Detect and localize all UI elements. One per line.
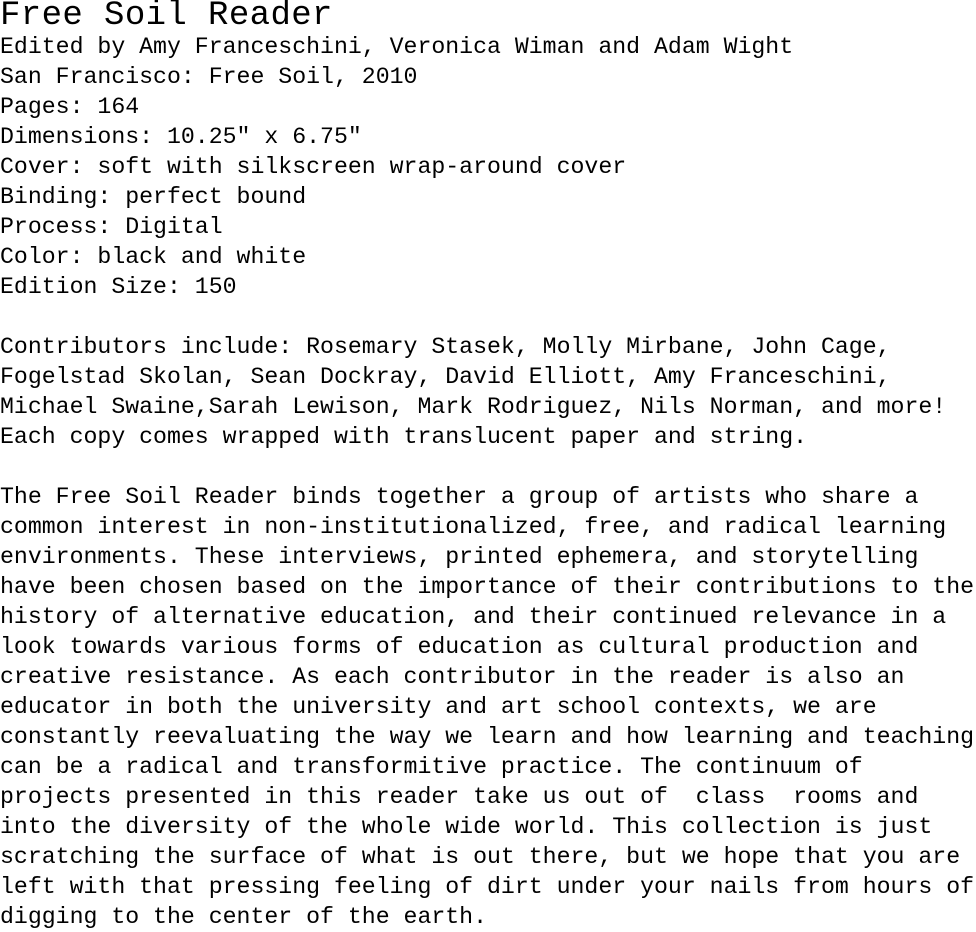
page-title: Free Soil Reader — [0, 0, 333, 35]
description-line: history of alternative education, and their continued relevance in a — [0, 604, 947, 630]
detail-edition-size: Edition Size: 150 — [0, 274, 237, 300]
detail-binding: Binding: perfect bound — [0, 184, 307, 210]
contributors-line: Fogelstad Skolan, Sean Dockray, David Elliott, Amy Franceschini, — [0, 364, 891, 390]
detail-pages: Pages: 164 — [0, 94, 140, 120]
description-line: educator in both the university and art school contexts, we are — [0, 694, 877, 720]
description-line: constantly reevaluating the way we learn and how learning and teaching — [0, 724, 975, 750]
description-line: left with that pressing feeling of dirt under your nails from hours of — [0, 874, 975, 900]
description-paragraph — [0, 482, 976, 932]
detail-cover: Cover: soft with silkscreen wrap-around cover — [0, 154, 627, 180]
description-line: can be a radical and transformitive practice. The continuum of — [0, 754, 863, 780]
blank-spacer — [0, 302, 976, 332]
contributors-line: Michael Swaine,Sarah Lewison, Mark Rodriguez, Nils Norman, and more! — [0, 394, 947, 420]
detail-process: Process: Digital — [0, 214, 223, 240]
description-line: projects presented in this reader take us out of class rooms and — [0, 784, 919, 810]
contributors-line: Contributors include: Rosemary Stasek, Molly Mirbane, John Cage, — [0, 334, 891, 360]
blank-spacer — [0, 452, 976, 482]
description-line: creative resistance. As each contributor in the reader is also an — [0, 664, 905, 690]
detail-color: Color: black and white — [0, 244, 307, 270]
detail-editors: Edited by Amy Franceschini, Veronica Wiman and Adam Wight — [0, 34, 794, 60]
description-line: The Free Soil Reader binds together a group of artists who share a — [0, 484, 919, 510]
detail-publisher: San Francisco: Free Soil, 2010 — [0, 64, 418, 90]
description-line: look towards various forms of education as cultural production and — [0, 634, 919, 660]
description-line: common interest in non-institutionalized, free, and radical learning — [0, 514, 947, 540]
description-line: into the diversity of the whole wide world. This collection is just — [0, 814, 933, 840]
description-line: have been chosen based on the importance of their contributions to the — [0, 574, 975, 600]
description-line: scratching the surface of what is out there, but we hope that you are — [0, 844, 961, 870]
detail-dimensions: Dimensions: 10.25" x 6.75" — [0, 124, 362, 150]
description-line: digging to the center of the earth. — [0, 904, 488, 930]
book-details — [0, 32, 976, 302]
contributors-paragraph — [0, 332, 976, 452]
contributors-line: Each copy comes wrapped with translucent paper and string. — [0, 424, 808, 450]
description-line: environments. These interviews, printed ephemera, and storytelling — [0, 544, 919, 570]
